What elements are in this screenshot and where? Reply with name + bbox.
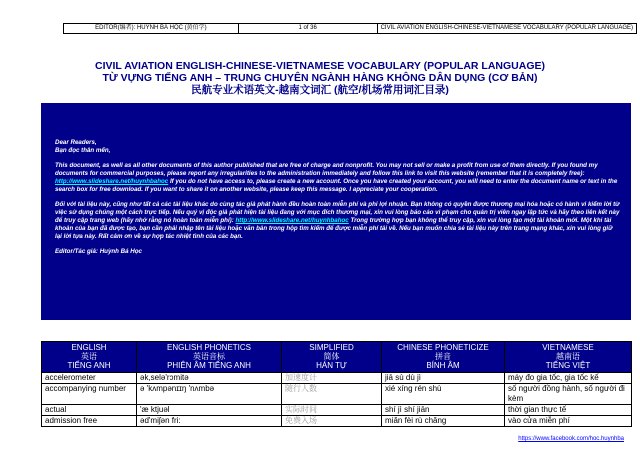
table-row	[42, 404, 632, 415]
col-header-vietnamese: VIETNAMESE 越南语 TIẾNG VIỆT	[505, 342, 632, 373]
header-page-number: 1 of 36	[239, 23, 378, 34]
table-row	[42, 383, 632, 404]
cell-phonetics: ə 'kʌmpənɪɪŋ 'nʌmbə	[137, 383, 282, 404]
editor-signature: Editor/Tác giả: Huỳnh Bá Học	[55, 248, 142, 255]
document-titles	[0, 60, 640, 96]
cell-vietnamese: số người đồng hành, số người đi kèm	[505, 383, 632, 404]
table-header-row	[42, 342, 632, 373]
notice-en-text-2: If you do not have access to, please create a new account. Once you have created your account, you will need to enter the document name or text in the search box for free download. If you want to share it on another website, please keep this message. I appreciate your cooperation.	[55, 178, 618, 193]
cell-vietnamese: máy đo gia tốc, gia tốc kế	[505, 372, 632, 383]
notice-vietnamese	[55, 201, 621, 241]
slideshare-link-vi[interactable]: http://www.slideshare.net/huynhbahoc	[235, 217, 349, 224]
col-header-phonetics: ENGLISH PHONETICS 英语音标 PHIÊN ÂM TIẾNG ANH	[137, 342, 282, 373]
col-header-simplified: SIMPLIFIED 简体 HÁN TỰ	[282, 342, 382, 373]
col-header-english: ENGLISH 英语 TIẾNG ANH	[42, 342, 137, 373]
cell-pinyin: miǎn fèi rù chǎng	[382, 415, 505, 426]
cell-simplified: 免费入场	[282, 415, 382, 426]
greeting	[55, 139, 621, 155]
greeting-vi: Bạn đọc thân mến,	[55, 147, 111, 154]
cell-phonetics: əd'miʃən fri:	[137, 415, 282, 426]
title-chinese: 民航专业术语英文-越南文词汇 (航空/机场常用词汇目录)	[191, 84, 449, 96]
notice-vi-text-1: Đối với tài liệu này, cũng như tất cả các tài liệu khác do cùng tác giả phát hành đều hoàn toàn miễn phí và phi lợi nhuận. Bạn không có quyền được thương mại hóa hoặc có hành vi kiếm lời từ việc sử dụng chúng một cách trực tiếp. Nếu quý vị độc giả phát hiện tài liệu đang với mục đích thương mại, xin vui lòng báo cáo vi phạm cho quản trị viên ngay lập tức và hãy theo liên kết này để truy cập trang web (hãy nhớ rằng nó hoàn toàn miễn phí):	[55, 201, 620, 224]
cell-pinyin: jiā sù dù jì	[382, 372, 505, 383]
title-english: CIVIL AVIATION ENGLISH-CHINESE-VIETNAMESE VOCABULARY (POPULAR LANGUAGE)	[95, 60, 545, 72]
table-row	[42, 372, 632, 383]
cell-pinyin: shí jì shí jiān	[382, 404, 505, 415]
cell-pinyin: xié xíng rén shù	[382, 383, 505, 404]
notice-panel	[41, 103, 631, 320]
notice-english	[55, 162, 621, 194]
cell-phonetics: ək,selə'rɔmitə	[137, 372, 282, 383]
cell-english: accompanying number	[42, 383, 137, 404]
cell-english: actual	[42, 404, 137, 415]
cell-vietnamese: vào cửa miễn phí	[505, 415, 632, 426]
notice-en-text-1: This document, as well as all other documents of this author published that are free of charge and nonprofit. You may not sell or make a profit from use of them directly. If you found my documents for commercial purposes, please report any irregularities to the administration immediately and follow this link to visit this website (remember that it is completely free):	[55, 162, 598, 177]
cell-phonetics: 'æ ktjuəl	[137, 404, 282, 415]
slideshare-link[interactable]: http://www.slideshare.net/huynhbahoc	[55, 178, 169, 185]
table-row	[42, 415, 632, 426]
cell-english: accelerometer	[42, 372, 137, 383]
notice-vi-text-2: Trong trường hợp bạn không thể truy cập, xin vui lòng tạo một tài khoản mới. Một khi tài khoản của bạn đã được tạo, bạn cần phải nhập tên tài liệu hoặc văn bản trong hộp tìm kiếm để được miễn phí tải về. Nếu bạn muốn chia sẻ tài liệu này trên trang mạng khác, xin vui lòng giữ lại lời tựa này. Rất cảm ơn về sự hợp tác nhiệt tình của các bạn.	[55, 217, 613, 240]
col-header-pinyin: CHINESE PHONETICIZE 拼音 BÍNH ÂM	[382, 342, 505, 373]
page-header	[63, 23, 637, 34]
vocabulary-table	[41, 341, 632, 427]
greeting-en: Dear Readers,	[55, 139, 97, 146]
facebook-link[interactable]: https://www.facebook.com/hoc.huynhba	[518, 436, 624, 442]
header-editor: EDITOR(编者): HUỲNH BÁ HỌC (黄伯学)	[63, 23, 239, 34]
cell-english: admission free	[42, 415, 137, 426]
cell-simplified: 加速度计	[282, 372, 382, 383]
header-doc-title: CIVIL AVIATION ENGLISH-CHINESE-VIETNAMESE VOCABULARY (POPULAR LANGUAGE)	[378, 23, 637, 34]
title-vietnamese: TỪ VỰNG TIẾNG ANH – TRUNG CHUYÊN NGÀNH HÀNG KHÔNG DÂN DỤNG (CƠ BẢN)	[102, 72, 538, 84]
cell-simplified: 随行人数	[282, 383, 382, 404]
cell-vietnamese: thời gian thực tế	[505, 404, 632, 415]
cell-simplified: 实际时间	[282, 404, 382, 415]
